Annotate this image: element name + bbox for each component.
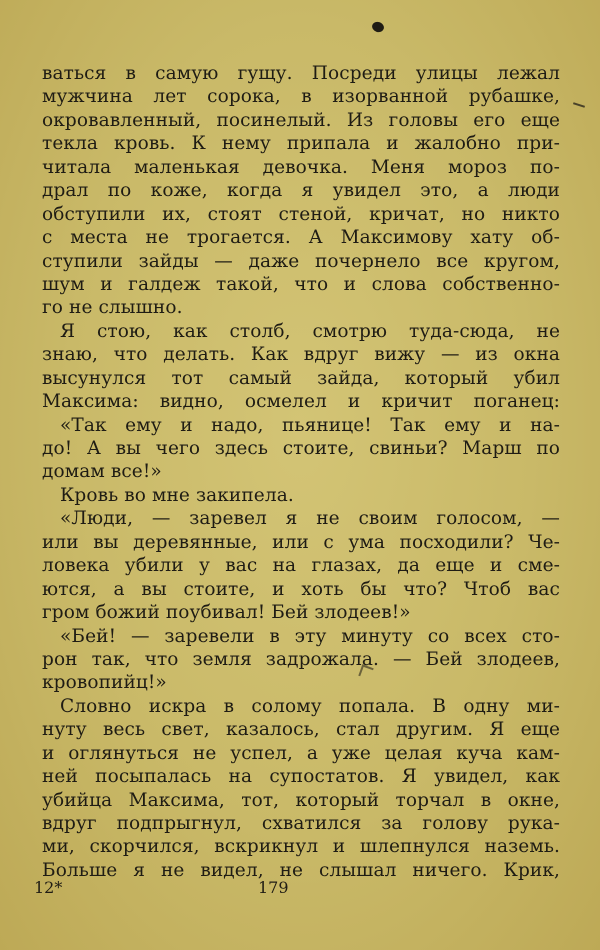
text-line: «Так ему и надо, пьянице! Так ему и на-	[60, 414, 560, 436]
text-line: драл по коже, когда я увидел это, а люди	[42, 180, 560, 202]
text-line: убийца Максима, тот, который торчал в окне,	[42, 789, 560, 811]
text-line: текла кровь. К нему припала и жалобно при-	[42, 133, 560, 155]
text-line: шум и галдеж такой, что и слова собственно-	[42, 273, 560, 295]
text-line: Максима: видно, осмелел и кричит поганец:	[42, 391, 560, 413]
text-line: обступили их, стоят стеной, кричат, но никто	[42, 203, 560, 225]
text-line: ней посыпалась на супостатов. Я увидел, как	[42, 766, 560, 788]
text-line: или вы деревянные, или с ума посходили? Че-	[42, 531, 560, 553]
text-line: и оглянуться не успел, а уже целая куча кам-	[42, 742, 560, 764]
text-line: с места не трогается. А Максимову хату об-	[42, 227, 560, 249]
text-line: окровавленный, посинелый. Из головы его еще	[42, 109, 560, 131]
text-line: Кровь во мне закипела.	[60, 484, 294, 506]
text-line: ловека убили у вас на глазах, да еще и сме-	[42, 555, 560, 577]
text-line: Я стою, как столб, смотрю туда-сюда, не	[60, 320, 560, 342]
text-line: нуту весь свет, казалось, стал другим. Я еще	[42, 719, 560, 741]
text-line: «Бей! — заревели в эту минуту со всех сто-	[60, 625, 560, 647]
body-text	[42, 62, 560, 882]
text-line: домам все!»	[42, 461, 162, 483]
text-line: кровопийц!»	[42, 672, 167, 694]
text-line: «Люди, — заревел я не своим голосом, —	[60, 508, 560, 530]
text-line: вдруг подпрыгнул, схватился за голову рука-	[42, 813, 560, 834]
text-line: го не слышно.	[42, 297, 183, 319]
text-line: высунулся тот самый зайда, который убил	[42, 367, 560, 389]
text-line: мужчина лет сорока, в изорванной рубашке,	[42, 86, 560, 108]
page-number: 179	[258, 878, 289, 897]
signature-mark: 12*	[34, 878, 63, 897]
ink-blot-mark	[371, 20, 386, 34]
text-line: Словно искра в солому попала. В одну ми-	[60, 695, 560, 717]
text-line: Больше я не видел, не слышал ничего. Крик,	[42, 859, 560, 881]
text-line: до! А вы чего здесь стоите, свиньи? Марш по	[42, 438, 560, 459]
text-line: знаю, что делать. Как вдруг вижу — из окна	[42, 344, 560, 366]
text-line: ются, а вы стоите, и хоть бы что? Чтоб вас	[42, 578, 560, 600]
text-line: ми, скорчился, вскрикнул и шлепнулся наземь.	[42, 836, 560, 858]
text-line: гром божий поубивал! Бей злодеев!»	[42, 602, 411, 624]
text-line: рон так, что земля задрожала. — Бей злодеев,	[42, 648, 560, 670]
text-line: ваться в самую гущу. Посреди улицы лежал	[42, 63, 560, 84]
text-line: читала маленькая девочка. Меня мороз по-	[42, 156, 560, 178]
text-line: ступили зайды — даже почернело все кругом,	[42, 250, 560, 272]
margin-mark	[573, 102, 585, 108]
